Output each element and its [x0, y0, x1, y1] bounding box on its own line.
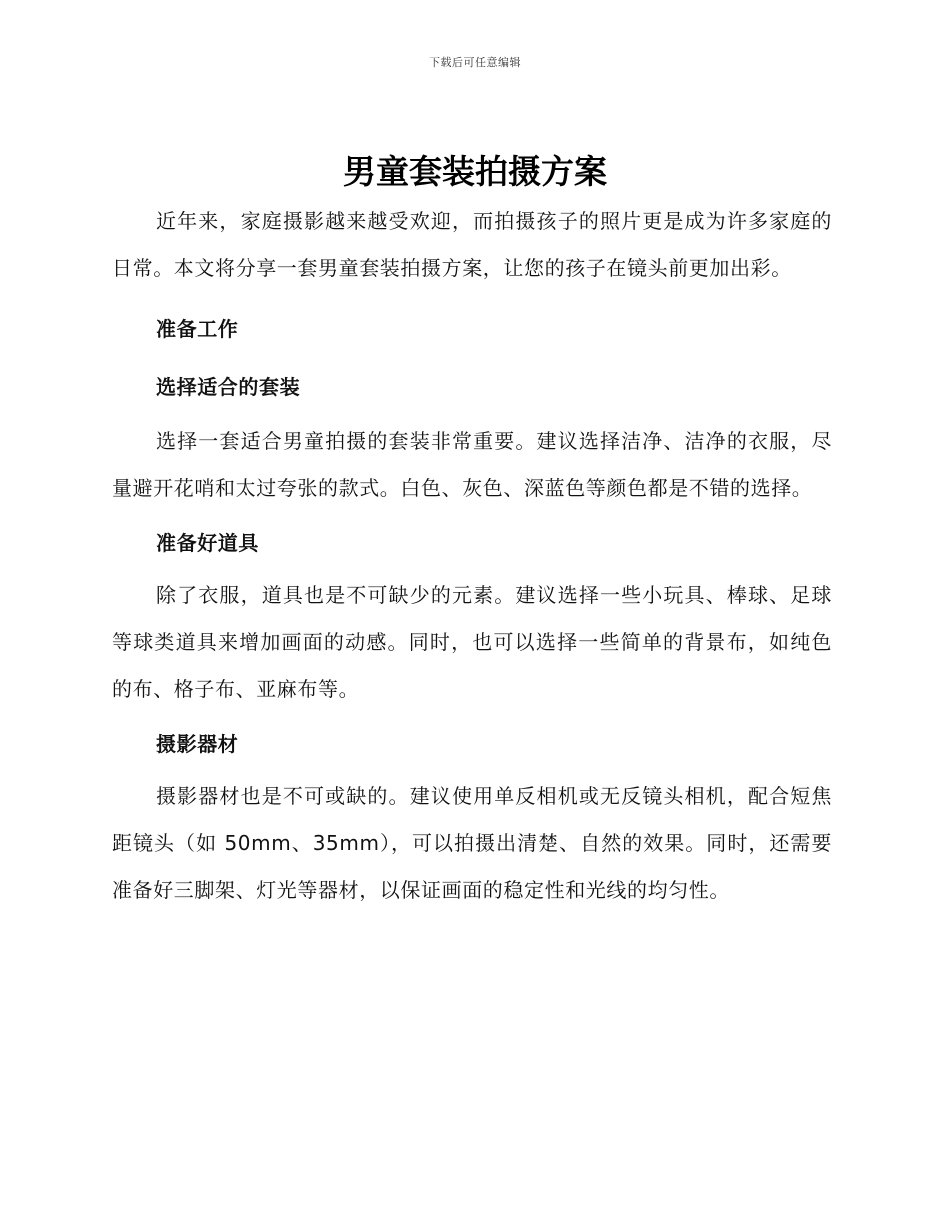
intro-paragraph: 近年来，家庭摄影越来越受欢迎，而拍摄孩子的照片更是成为许多家庭的日常。本文将分享一套男童套装拍摄方案，让您的孩子在镜头前更加出彩。: [112, 209, 832, 280]
section-body-props: 除了衣服，道具也是不可缺少的元素。建议选择一些小玩具、棒球、足球等球类道具来增加画面的动感。同时，也可以选择一些简单的背景布，如纯色的布、格子布、亚麻布等。: [112, 583, 832, 701]
section-body-equipment: 摄影器材也是不可或缺的。建议使用单反相机或无反镜头相机，配合短焦距镜头（如 50mm、35mm），可以拍摄出清楚、自然的效果。同时，还需要准备好三脚架、灯光等器材，以保证画面的稳定性和光线的均匀性。: [112, 784, 832, 902]
page-header: 下载后可任意编辑: [429, 56, 521, 69]
spacer: [112, 292, 832, 300]
document-title: 男童套装拍摄方案: [343, 152, 607, 191]
section-heading-preparation: 准备工作: [156, 317, 239, 341]
section-body-choose-outfit: 选择一套适合男童拍摄的套装非常重要。建议选择洁净、洁净的衣服，尽量避开花哨和太过夸张的款式。白色、灰色、深蓝色等颜色都是不错的选择。: [112, 429, 832, 500]
document-body: [112, 198, 832, 914]
section-heading-equipment: 摄影器材: [156, 732, 239, 756]
section-heading-props: 准备好道具: [156, 531, 259, 555]
section-heading-choose-outfit: 选择适合的套装: [156, 375, 301, 399]
